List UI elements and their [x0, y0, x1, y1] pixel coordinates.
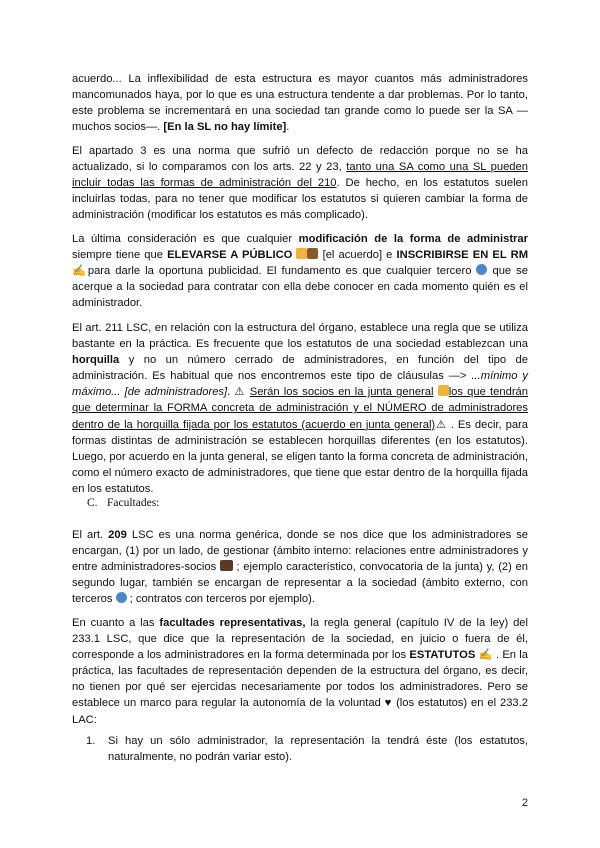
numbered-list-item: 1. Si hay un sólo administrador, la representación la tendrá éste (los estatutos, naturalmente, no podrán variar esto). — [86, 735, 528, 764]
page-number: 2 — [521, 797, 528, 809]
paragraph-1: acuerdo... La inflexibilidad de esta estructura es mayor cuantos más administradores mancomunados haya, por lo que es una estructura tendente a dar problemas. Por lo tanto, este problema se incrementará en una sociedad tan grande como lo puede ser la SA —muchos socios—. [En la SL no hay límite]. — [72, 73, 528, 134]
person-icon — [476, 264, 487, 275]
person-icon — [116, 592, 127, 603]
briefcase-icon — [307, 248, 318, 259]
handshake-icon — [220, 560, 233, 571]
group-people-icon — [438, 385, 449, 396]
notary-person-icon — [296, 248, 307, 259]
section-heading-facultades: C. Facultades: — [87, 497, 160, 509]
paragraph-4: El art. 211 LSC, en relación con la estructura del órgano, establece una regla que se utiliza bastante en la práctica. Es frecuente que los estatutos de una sociedad establezcan una horquilla y no un número cerrado de administradores, en función del tipo de administración. Es habitual que nos encontremos este tipo de cláusulas —> ...mínimo y máximo... [de administradores]. ⚠ Serán los socios en la junta general los que tendrán que determinar la FORMA concreta de administración y el NÚMERO de administradores dentro de la horquilla fijada por los estatutos (acuerdo en junta general)⚠ . Es decir, para formas distintas de administración se establecen horquillas diferentes (en los estatutos). Luego, por acuerdo en la junta general, se eligen tanto la forma concreta de administración, como el número exacto de administradores, que tiene que estar dentro de la horquilla fijada en los estatutos. — [72, 322, 528, 495]
paragraph-3: La última consideración es que cualquier modificación de la forma de administrar siempre tiene que ELEVARSE A PÚBLICO [el acuerdo] e INSCRIBIRSE EN EL RM ✍para darle la oportuna publicidad. El fundamento es que cualquier tercero que se acerque a la sociedad para contratar con ella debe conocer en cada momento quién es el administrador. — [72, 233, 529, 310]
paragraph-2: El apartado 3 es una norma que sufrió un defecto de redacción porque no se ha actualizado, si lo comparamos con los arts. 22 y 23, tanto una SA como una SL pueden incluir todas las formas de administración del 210. De hecho, en los estatutos suelen incluirlas todas, para no tener que modificar los estatutos si quieren cambiar la forma de administración (modificar los estatutos es más complicado). — [72, 145, 528, 222]
paragraph-6: En cuanto a las facultades representativas, la regla general (capítulo IV de la ley) del 233.1 LSC, que dice que la representación de la sociedad, en juicio o fuera de él, corresponde a los administradores en la forma determinada por los ESTATUTOS ✍ . En la práctica, las facultades de representación dependen de la estructura del órgano, es decir, no tienen por qué ser ejercidas necesariamente por todos los administradores. Pero se establece un marco para regular la autonomía de la voluntad ♥ (los estatutos) en el 233.2 LAC: — [72, 617, 529, 726]
paragraph-5: El art. 209 LSC es una norma genérica, donde se nos dice que los administradores se encargan, (1) por un lado, de gestionar (ámbito interno: relaciones entre administradores y entre administradores-socios ; ejemplo característico, convocatoria de la junta) y, (2) en segundo lugar, también se encargan de representar a la sociedad (ámbito externo, con terceros ; contratos con terceros por ejemplo). — [72, 529, 529, 606]
